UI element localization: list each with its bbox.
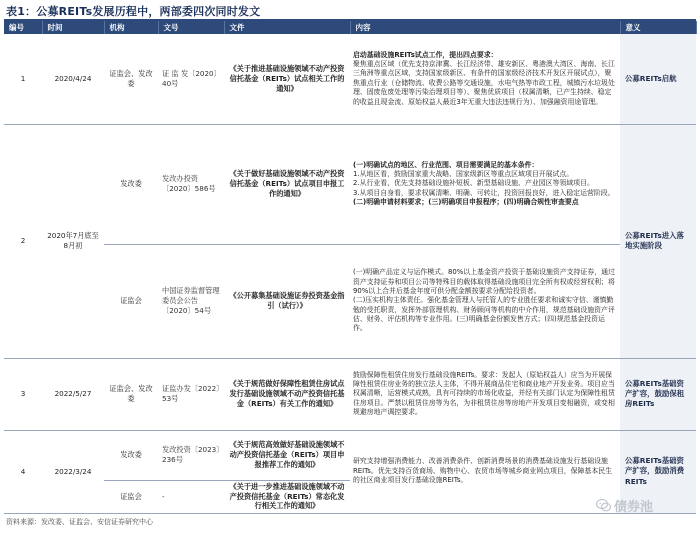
cell-date: 2022/5/27 (42, 358, 104, 430)
cell-org: 发改委 (104, 430, 158, 480)
wechat-icon (596, 499, 611, 512)
cell-content (350, 430, 620, 513)
cell-doc-no: 证 监 发〔2020〕40号 (158, 34, 224, 124)
cell-content (350, 124, 620, 244)
cell-file: 《关于规范高效做好基础设施领域不动产投资信托基金（REITs）项目申报推荐工作的通知》 (224, 430, 350, 480)
cell-file: 《关于规范做好保障性租赁住房试点发行基础设施领域不动产投资信托基金（REITs）有关工作的通知》 (224, 358, 350, 430)
content-line: (一)明确产品定义与运作模式。80%以上基金资产投资于基础设施资产支持证券，通过资产支持证券和项目公司等特殊目的载体取得基础设施项目完全所有权或经营权利；将90%以上合并后基金年度可供分配金额按要求分配给投资者。 (353, 268, 615, 295)
header-date: 时间 (42, 21, 104, 34)
cell-org: 证监会、发改委 (104, 358, 158, 430)
cell-doc-no: - (158, 480, 224, 513)
watermark-text: 债券池 (614, 499, 654, 515)
content-line: 聚焦重点区域（优先支持京津冀、长江经济带、雄安新区、粤港澳大湾区、海南、长江三角洲等重点区域，支持国家级新区、有条件的国家级经济技术开发区开展试点），聚焦重点行业（仓储物流、收费公路等交通设施，水电气热等市政工程，城镇污水垃圾处理、固废危废处理等污染治理项目等）、聚焦优质项目（权属清晰，已产生持续、稳定的收益且现金流、原始权益人最近3年无重大违法违规行为）、加强融资用途管理。 (353, 59, 615, 106)
content-line: 2.从行业看，优先支持基础设施补短板、新型基础设施、产业园区等领域项目。 (353, 179, 594, 188)
cell-doc-no: 发改投资〔2023〕236号 (158, 430, 224, 480)
cell-org: 发改委 (104, 124, 158, 244)
cell-doc-no: 发改办投资〔2020〕586号 (158, 124, 224, 244)
header-no: 编号 (4, 21, 42, 34)
cell-org: 证监会 (104, 244, 158, 358)
table-row (4, 430, 696, 480)
cell-file: 《关于进一步推进基础设施领域不动产投资信托基金（REITs）常态化发行相关工作的通知》 (224, 480, 350, 513)
cell-significance: 公募REITs基础资产扩容，鼓励消费REITs (620, 430, 696, 513)
cell-content (350, 244, 620, 358)
cell-file: 《关于做好基础设施领域不动产投资信托基金（REITs）试点项目申报工作的通知》 (224, 124, 350, 244)
cell-date: 2020年7月底至8月初 (42, 124, 104, 358)
table-row (4, 34, 696, 124)
cell-significance: 公募REITs进入落地实施阶段 (620, 124, 696, 358)
cell-org: 证监会 (104, 480, 158, 513)
content-line: 启动基础设施REITs试点工作，提出四点要求： (353, 50, 498, 59)
table-header-row (4, 21, 696, 34)
table-title: 表1：公募REITs发展历程中，两部委四次同时发文 (6, 5, 261, 18)
cell-content (350, 358, 620, 430)
content-line: (二)压实机构主体责任。强化基金管理人与托管人的专业胜任要求和诚实守信、谨慎勤勉的受托职责，发挥外部管理机构、财务顾问等机构的中介作用，规范基础设施资产评估、财务、评估机构等专业作用。(三)明确基金份额发售方式；(四)规范基金投资运作。 (353, 296, 615, 333)
cell-content (350, 34, 620, 124)
content-line: 1.从地区看，鼓励国家重大战略、国家级新区等重点区域项目开展试点。 (353, 169, 574, 178)
table-row (4, 244, 696, 358)
cell-file: 《公开募集基础设施证券投资基金指引（试行）》 (224, 244, 350, 358)
source-note: 资料来源：发改委、证监会、安信证券研究中心 (6, 518, 153, 526)
header-significance: 意义 (620, 21, 696, 34)
cell-no: 2 (4, 124, 42, 358)
header-content: 内容 (350, 21, 620, 34)
header-org: 机构 (104, 21, 158, 34)
cell-no: 1 (4, 34, 42, 124)
content-line: 鼓励保障性租赁住房发行基础设施REITs。要求：发起人（原始权益人）应当为开展保障性租赁住房业务的独立法人主体，不得开展商品住宅和商业地产开发业务。项目应当权属清晰，运营模式成熟，具有可持续的市场化收益，并经有关部门认定为保障性租赁住房项目。严禁以租赁住房等为名，为非租赁住房等房地产开发项目变相融资，或变相规避房地产调控要求。 (353, 370, 615, 417)
cell-significance: 公募REITs基础资产扩容，鼓励保租房REITs (620, 358, 696, 430)
content-line: 研究支持增强消费能力、改善消费条件、创新消费场景的消费基础设施发行基础设施REITs。优先支持百货商场、购物中心、农贸市场等城乡商业网点项目，保障基本民生的社区商业项目发行基础设施REITs。 (353, 457, 612, 485)
table-row (4, 124, 696, 244)
watermark (596, 497, 698, 513)
cell-date: 2022/3/24 (42, 430, 104, 513)
table-row (4, 358, 696, 430)
header-doc-no: 文号 (158, 21, 224, 34)
cell-no: 3 (4, 358, 42, 430)
content-line: 3.从项目自身看，要求权属清晰、明确、可转让，投资回报良好，进入稳定运营阶段。 (353, 188, 615, 197)
cell-org: 证监会、发改委 (104, 34, 158, 124)
cell-no: 4 (4, 430, 42, 513)
cell-doc-no: 中国证券监督管理委员会公告〔2020〕54号 (158, 244, 224, 358)
cell-doc-no: 证监办发〔2022〕53号 (158, 358, 224, 430)
header-file: 文件 (224, 21, 350, 34)
cell-date: 2020/4/24 (42, 34, 104, 124)
content-line: (二)明确申请材料要求；(三)明确项目申报程序；(四)明确合规性审查要点 (353, 198, 579, 207)
reits-history-table (4, 21, 697, 514)
cell-file: 《关于推进基础设施领域不动产投资信托基金（REITs）试点相关工作的通知》 (224, 34, 350, 124)
content-line: (一)明确试点的地区、行业范围、项目需要满足的基本条件： (353, 160, 539, 169)
cell-significance: 公募REITs启航 (620, 34, 696, 124)
